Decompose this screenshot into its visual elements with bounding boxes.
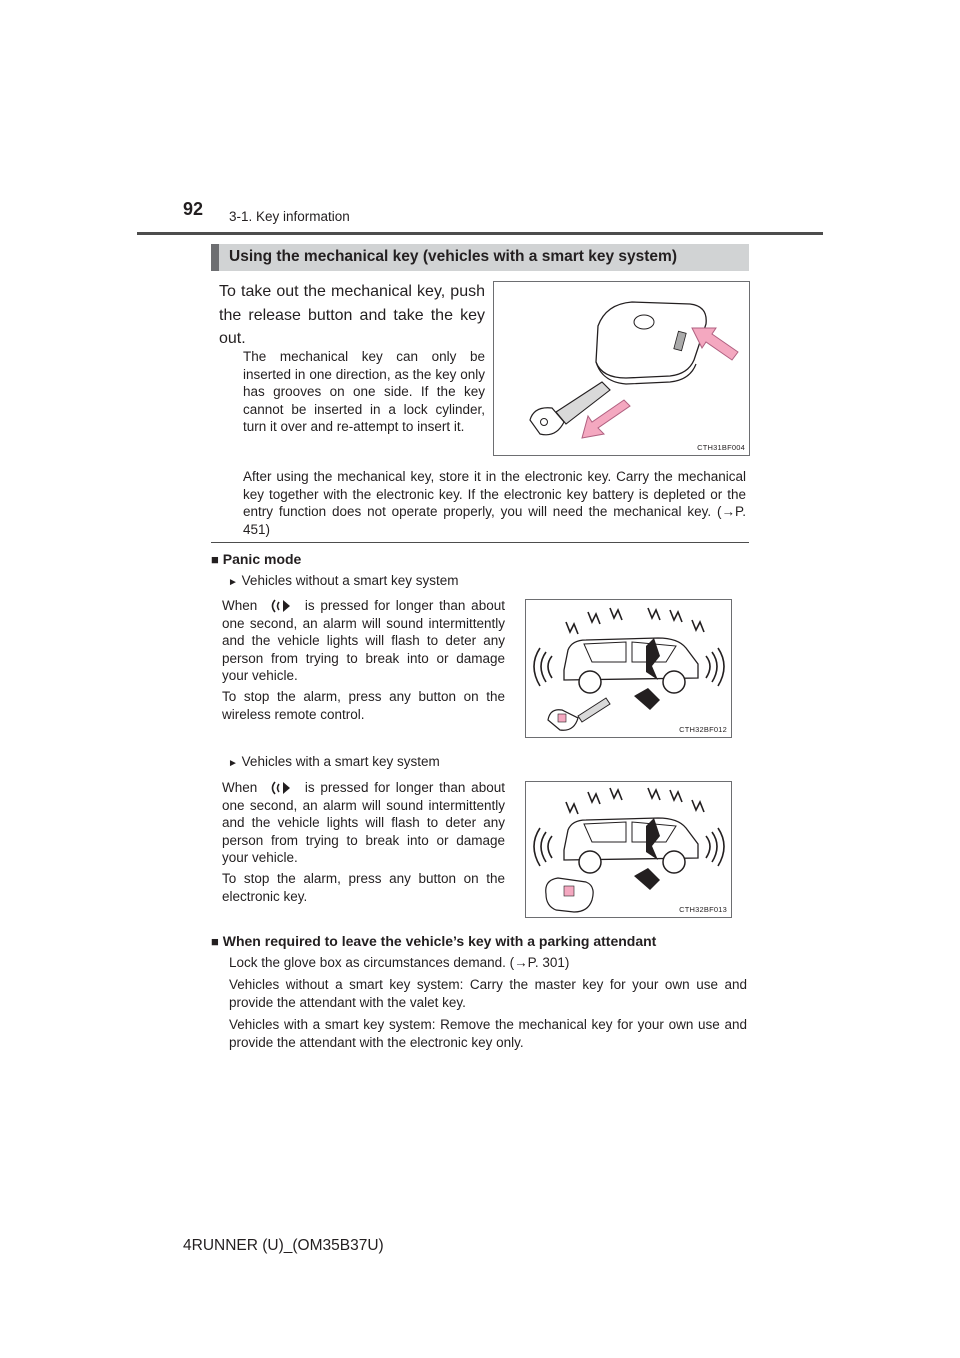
chapter-title: 3-1. Key information (229, 209, 350, 224)
smart-key-illustration (494, 282, 751, 457)
panic-explanation: is pressed for longer than about one second, an alarm will sound intermittently and the vehicle lights will flash to deter any person from trying to break into or damage your vehicle. (222, 780, 505, 865)
valet-heading (211, 933, 656, 949)
section-divider (211, 542, 749, 543)
lead-instruction: To take out the mechanical key, push the release button and take the key out. (219, 283, 485, 347)
bullet-smart-key-text: Vehicles with a smart key system (241, 754, 440, 769)
figure-code: CTH32BF013 (679, 905, 727, 914)
heading-square-icon: ■ (211, 552, 219, 567)
section-heading (211, 244, 749, 271)
panic-explanation: is pressed for longer than about one second, an alarm will sound intermittently and the vehicle lights will flash to deter any person from trying to break into or damage your vehicle. (222, 598, 505, 683)
mechanical-key-figure (493, 281, 750, 456)
header-rule (137, 232, 823, 235)
vehicle-alarm-illustration (526, 782, 733, 919)
figure-code: CTH31BF004 (697, 443, 745, 452)
panic-mode-heading-text: Panic mode (222, 551, 302, 567)
triangle-bullet-icon: ► (228, 758, 238, 769)
when-text: When (222, 780, 258, 795)
valet-no-smart-key: Vehicles without a smart key system: Carry the master key for your own use and provide the attendant with the valet key. (229, 977, 747, 1010)
panic-desc-smart (222, 779, 505, 867)
triangle-bullet-icon: ► (228, 577, 238, 588)
figure-code: CTH32BF012 (679, 725, 727, 734)
section-heading-text: Using the mechanical key (vehicles with a smart key system) (229, 248, 677, 265)
bullet-smart-key (228, 754, 440, 769)
stop-alarm-smart: To stop the alarm, press any button on the electronic key. (222, 871, 505, 904)
panic-mode-heading (211, 551, 301, 567)
valet-glove-box: Lock the glove box as circumstances demand. (→P. 301) (229, 955, 570, 970)
mechanical-key-note: The mechanical key can only be inserted in one direction, as the key only has grooves on one side. If the key cannot be inserted in a lock cylinder, turn it over and re-attempt to insert it. (243, 349, 485, 434)
vehicle-alarm-illustration (526, 600, 733, 739)
heading-square-icon: ■ (211, 934, 219, 949)
valet-heading-text: When required to leave the vehicle’s key with a parking attendant (222, 933, 657, 949)
bullet-no-smart-key-text: Vehicles without a smart key system (241, 573, 459, 588)
panic-button-icon (266, 781, 296, 795)
valet-smart-key: Vehicles with a smart key system: Remove the mechanical key for your own use and provide the attendant with the electronic key only. (229, 1017, 747, 1050)
panic-desc-no-smart (222, 597, 505, 685)
panic-button-icon (266, 599, 296, 613)
mechanical-key-storage-note: After using the mechanical key, store it in the electronic key. Carry the mechanical key together with the electronic key. If the electronic key battery is depleted or the entry function does not operate properly, you will need the mechanical key. (→P. 451) (243, 469, 746, 537)
when-text: When (222, 598, 258, 613)
page-number: 92 (183, 199, 204, 219)
stop-alarm-no-smart: To stop the alarm, press any button on the wireless remote control. (222, 689, 505, 722)
model-footer: 4RUNNER (U)_(OM35B37U) (183, 1237, 384, 1254)
panic-alarm-figure-smart-key (525, 781, 732, 918)
bullet-no-smart-key (228, 573, 459, 588)
panic-alarm-figure-remote (525, 599, 732, 738)
